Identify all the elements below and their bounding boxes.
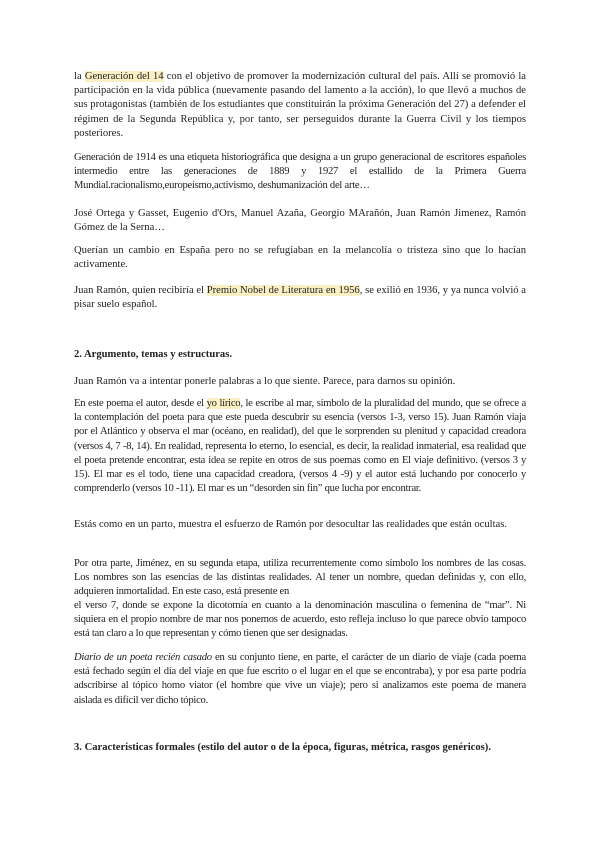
paragraph-generacion-14: la Generación del 14 con el objetivo de promover la modernización cultural del país. Allí se promovió la participación en la vida pública (nuevamente pasando del lamento a la acción), lo que llevó a muchos de sus protagonistas (también de los estudiantes que constituirán la próxima Generación del 27) a defender el régimen de la Segunda República y, por tanto, ser perseguidos durante la Guerra Civil y los tiempos posteriores. — [74, 71, 527, 139]
highlight-yo-lirico: yo lírico — [206, 398, 241, 409]
paragraph-nobel: Juan Ramón, quien recibiría el Premio Nobel de Literatura en 1956, se exilió en 1936, y ya nunca volvió a pisar suelo español. — [74, 285, 526, 311]
book-title-italic: Diario de un poeta recién casado — [74, 652, 212, 663]
paragraph-yo-lirico: En este poema el autor, desde el yo lírico, le escribe al mar, símbolo de la pluralidad del mundo, que se ofrece a la contemplación del poeta para que este pueda descubrir su esencia (versos 1-3, verso 15). Juan Ramón viaja por el Atlántico y observa el mar (océano, en realidad), del que le sorprenden su plenitud y capacidad creadora (versos 4, 7 -8, 14). En realidad, representa lo eterno, lo esencial, es decir, la realidad inmaterial, esa realidad que el poeta pretende encontrar, esta idea se repite en otros de sus poemas como en El viaje definitivo. (versos 3 y 15). El mar es el todo, tiene una capacidad creadora, (versos 4 -9) y el autor está luchando por conocerlo y comprenderlo (versos 10 -11). El mar es un “desorden sin fin” que lucha por encontrar. — [74, 398, 526, 495]
section-heading-caracteristicas: 3. Características formales (estilo del autor o de la época, figuras, métrica, rasgos genéricos). — [74, 742, 491, 753]
paragraph-diario-poeta: Diario de un poeta recién casado en su conjunto tiene, en parte, el carácter de un diario de viaje (cada poema está fechado según el día del viaje en que fue escrito o el lugar en el que se encontraba), y por esa parte podría adscribirse al tópico homo viator (el hombre que vive un viaje); pero si analizamos este poema de manera aislada es difícil ver dicho tópico. — [74, 652, 526, 706]
paragraph-generacion-1914: Generación de 1914 es una etiqueta historiográfica que designa a un grupo generacional de escritores españoles intermedio entre las generaciones de 1889 y 1927 el estallido de la Primera Guerra Mundial.racionalismo,europeísmo,activismo, deshumanización del arte… — [74, 152, 526, 192]
paragraph-verso-7: el verso 7, donde se expone la dicotomía en cuanto a la denominación masculina o femenina de “mar”. Ni siquiera en el propio nombre de mar nos ponemos de acuerdo, esto refleja incluso lo que parece obvio tampoco está tan claro a lo que representan y cómo tienen que ser designadas. — [74, 600, 526, 640]
paragraph-authors-list: José Ortega y Gasset, Eugenio d'Ors, Manuel Azaña, Georgio MArañón, Juan Ramón Jimenez, Ramón Gómez de la Serna… — [74, 208, 526, 234]
paragraph-juan-ramon-intenta: Juan Ramón va a intentar ponerle palabras a lo que siente. Parece, para darnos su opinión. — [74, 376, 456, 387]
highlight-generacion-del-14: Generación del 14 — [84, 71, 164, 82]
paragraph-nombres-cosas: Por otra parte, Jiménez, en su segunda etapa, utiliza recurrentemente como símbolo los nombres de las cosas. Los nombres son las esencias de las distintas realidades. Al tener un nombre, quedan definidas y, con ello, adquieren inmortalidad. En este caso, está presente en — [74, 558, 526, 598]
paragraph-parto: Estás como en un parto, muestra el esfuerzo de Ramón por desocultar las realidades que están ocultas. — [74, 519, 508, 530]
paragraph-cambio-espana: Querían un cambio en España pero no se refugiaban en la melancolía o tristeza sino que lo hacían activamente. — [74, 245, 526, 271]
section-heading-argumento: 2. Argumento, temas y estructuras. — [74, 349, 232, 360]
highlight-premio-nobel: Premio Nobel de Literatura en 1956 — [206, 285, 360, 296]
